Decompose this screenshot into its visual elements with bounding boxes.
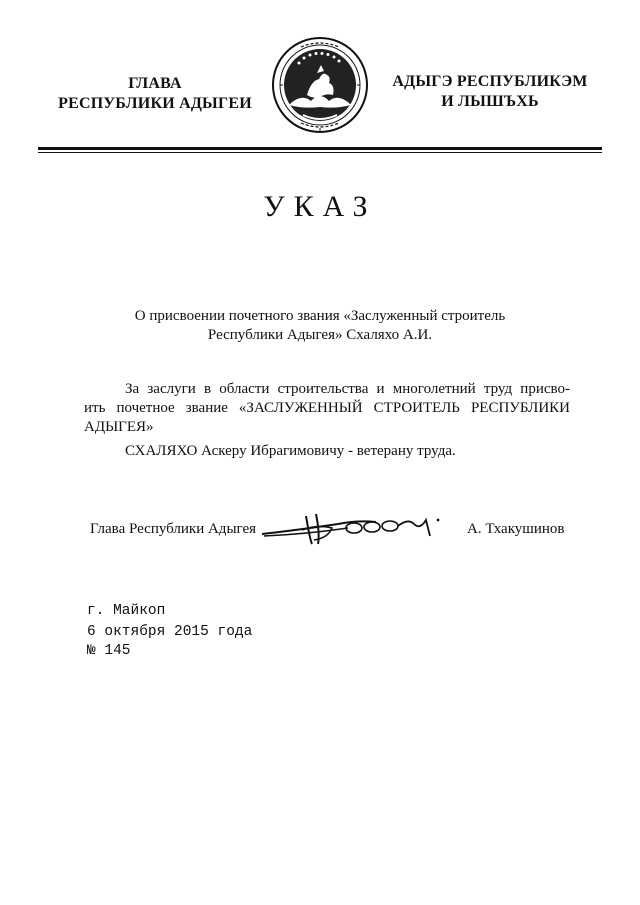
signature-label: Глава Республики Адыгея	[90, 521, 257, 537]
subject-line2: Республики Адыгея» Схаляхо А.И.	[207, 327, 433, 343]
body-paragraph2: СХАЛЯХО Аскеру Ибрагимовичу - ветерану труда.	[125, 443, 456, 459]
body-paragraph1-line2: ить почетное звание «ЗАСЛУЖЕННЫЙ СТРОИТЕЛЬ РЕСПУБЛИКИ	[84, 400, 570, 416]
decree-number: № 145	[87, 643, 131, 659]
header-right-line2: И ЛЫШЪХЬ	[441, 93, 539, 110]
header-right-line1: АДЫГЭ РЕСПУБЛИКЭМ	[392, 73, 588, 90]
header-left-block	[40, 74, 270, 114]
header-left-line1: ГЛАВА	[128, 75, 182, 92]
issue-city: г. Майкоп	[87, 603, 166, 619]
header-rule-thick	[38, 147, 602, 150]
body-paragraph1-line1: За заслуги в области строительства и многолетний труд присво-	[125, 381, 570, 397]
header-right-block	[380, 72, 600, 112]
handwritten-signature	[258, 510, 448, 546]
signatory-name: А. Тхакушинов	[467, 521, 565, 537]
issue-date: 6 октября 2015 года	[87, 624, 253, 640]
document-title: УКАЗ	[263, 190, 377, 223]
header-rule-thin	[38, 152, 602, 153]
body-paragraph1-line3: АДЫГЕЯ»	[84, 419, 154, 435]
coat-of-arms-emblem	[271, 35, 369, 135]
header-left-line2: РЕСПУБЛИКИ АДЫГЕИ	[58, 95, 252, 112]
subject-line1: О присвоении почетного звания «Заслуженный строитель	[134, 308, 506, 324]
